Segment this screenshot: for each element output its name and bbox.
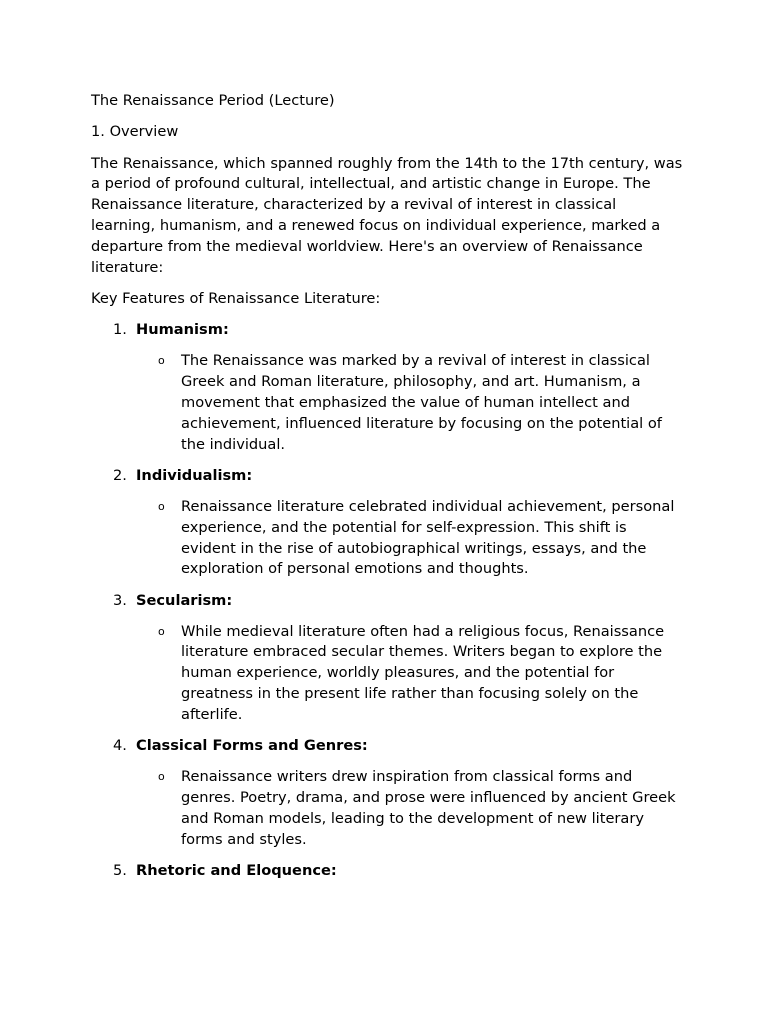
bullet-icon: o [158,499,165,513]
document-page [91,91,683,892]
bullet-icon: o [158,624,165,638]
intro-paragraph: The Renaissance, which spanned roughly from the 14th to the 17th century, was a period of profound cultural, intellectual, and artistic change in Europe. The Renaissance literature, characterized by a revival of interest in classical learning, humanism, and a renewed focus on individual experience, marked a departure from the medieval worldview. Here's an overview of Renaissance literature: [91,154,683,276]
feature-subitem [158,622,683,726]
feature-title: Rhetoric and Eloquence: [136,861,337,879]
list-number: 3. [113,591,127,609]
list-number: 1. [113,321,127,339]
feature-description: While medieval literature often had a religious focus, Renaissance literature embraced secular themes. Writers began to explore the human experience, worldly pleasures, and the potential for greatness in the present life rather than focusing solely on the afterlife. [181,622,665,723]
feature-item-classical-forms [91,736,683,850]
feature-title: Individualism: [136,466,253,484]
document-title: The Renaissance Period (Lecture) [91,92,335,109]
feature-title: Classical Forms and Genres: [136,737,368,755]
feature-item-individualism [91,466,683,580]
feature-title: Humanism: [136,321,229,339]
feature-description: The Renaissance was marked by a revival of interest in classical Greek and Roman literature, philosophy, and art. Humanism, a movement that emphasized the value of human intellect and achievement, influenced literature by focusing on the potential of the individual. [181,352,662,453]
list-number: 2. [113,466,127,484]
feature-item-secularism [91,591,683,726]
feature-subitem [158,497,683,580]
feature-subitem [158,767,683,850]
list-number: 5. [113,861,127,879]
list-number: 4. [113,737,127,755]
features-heading: Key Features of Renaissance Literature: [91,289,381,307]
section-heading: 1. Overview [91,123,179,141]
bullet-icon: o [158,770,165,784]
feature-item-rhetoric [91,861,683,882]
bullet-icon: o [158,354,165,368]
feature-description: Renaissance writers drew inspiration from classical forms and genres. Poetry, drama, and prose were influenced by ancient Greek and Roman models, leading to the development of new literary forms and styles. [181,768,676,848]
feature-item-humanism [91,320,683,455]
feature-subitem [158,351,683,455]
feature-title: Secularism: [136,591,233,609]
feature-description: Renaissance literature celebrated individual achievement, personal experience, and the potential for self-expression. This shift is evident in the rise of autobiographical writings, essays, and the exploration of personal emotions and thoughts. [181,497,675,578]
